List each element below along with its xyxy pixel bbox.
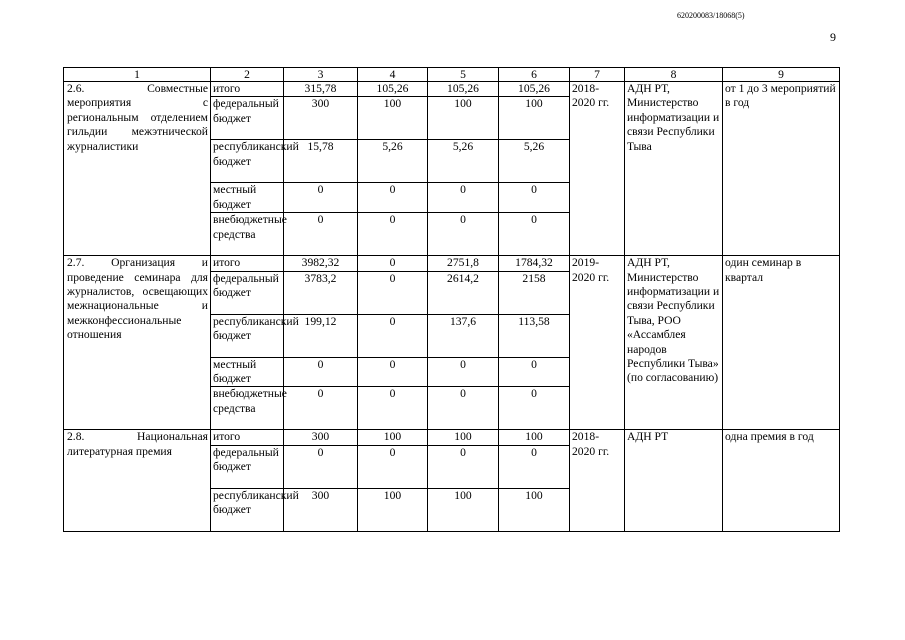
amount-2019: 100	[428, 488, 499, 531]
amount-2020: 0	[499, 183, 570, 213]
amount-2018: 100	[358, 97, 428, 140]
funding-source: федеральный бюджет	[211, 445, 284, 488]
amount-2018: 0	[358, 256, 428, 271]
header-cell: 9	[723, 68, 840, 82]
amount-2019: 0	[428, 387, 499, 430]
amount-total: 3982,32	[284, 256, 358, 271]
header-cell: 7	[570, 68, 625, 82]
header-cell: 2	[211, 68, 284, 82]
header-cell: 1	[64, 68, 211, 82]
amount-2020: 5,26	[499, 140, 570, 183]
amount-2020: 2158	[499, 271, 570, 314]
table-row	[64, 430, 840, 445]
header-row	[64, 68, 840, 82]
amount-2020: 100	[499, 430, 570, 445]
funding-source: республиканский бюджет	[211, 314, 284, 357]
page-number: 9	[830, 30, 836, 44]
period-cell: 2018-2020 гг.	[570, 82, 625, 256]
amount-2018: 0	[358, 183, 428, 213]
amount-2018: 0	[358, 314, 428, 357]
amount-2018: 0	[358, 445, 428, 488]
executor-cell: АДН РТ, Министерство информатизации и связи Республики Тыва	[625, 82, 723, 256]
funding-source: республиканский бюджет	[211, 488, 284, 531]
amount-2020: 100	[499, 97, 570, 140]
table-row	[64, 256, 840, 271]
amount-2020: 0	[499, 357, 570, 387]
funding-source: внебюджетные средства	[211, 213, 284, 256]
activity-cell: 2.7. Организация и проведение семинара для журналистов, освещающих межнациональные и межконфессиональные отношения	[64, 256, 211, 430]
table-row	[64, 82, 840, 97]
amount-2018: 0	[358, 271, 428, 314]
result-cell: от 1 до 3 мероприятий в год	[723, 82, 840, 256]
period-cell: 2019-2020 гг.	[570, 256, 625, 430]
program-table	[63, 67, 840, 532]
amount-total: 15,78	[284, 140, 358, 183]
header-cell: 6	[499, 68, 570, 82]
amount-total: 199,12	[284, 314, 358, 357]
header-cell: 8	[625, 68, 723, 82]
funding-source: республиканский бюджет	[211, 140, 284, 183]
amount-2018: 105,26	[358, 82, 428, 97]
executor-cell: АДН РТ, Министерство информатизации и связи Республики Тыва, РОО «Ассамблея народов Республики Тыва» (по согласованию)	[625, 256, 723, 430]
funding-source: местный бюджет	[211, 357, 284, 387]
amount-2019: 2614,2	[428, 271, 499, 314]
amount-2018: 0	[358, 213, 428, 256]
funding-source: внебюджетные средства	[211, 387, 284, 430]
funding-source: итого	[211, 82, 284, 97]
funding-source: федеральный бюджет	[211, 97, 284, 140]
amount-2020: 0	[499, 387, 570, 430]
amount-2019: 2751,8	[428, 256, 499, 271]
amount-2018: 0	[358, 387, 428, 430]
amount-2020: 113,58	[499, 314, 570, 357]
funding-source: местный бюджет	[211, 183, 284, 213]
amount-2018: 100	[358, 430, 428, 445]
header-cell: 4	[358, 68, 428, 82]
amount-2019: 100	[428, 430, 499, 445]
amount-2019: 137,6	[428, 314, 499, 357]
amount-total: 0	[284, 183, 358, 213]
amount-2019: 0	[428, 445, 499, 488]
amount-total: 0	[284, 213, 358, 256]
amount-total: 315,78	[284, 82, 358, 97]
amount-2019: 5,26	[428, 140, 499, 183]
amount-2018: 5,26	[358, 140, 428, 183]
document-code: 620200083/18068(5)	[677, 11, 745, 20]
amount-2020: 105,26	[499, 82, 570, 97]
amount-total: 0	[284, 387, 358, 430]
activity-cell: 2.8. Национальная литературная премия	[64, 430, 211, 531]
header-cell: 5	[428, 68, 499, 82]
amount-2020: 1784,32	[499, 256, 570, 271]
amount-2019: 0	[428, 357, 499, 387]
activity-cell: 2.6. Совместные мероприятия с региональным отделением гильдии межэтнической журналистики	[64, 82, 211, 256]
result-cell: одна премия в год	[723, 430, 840, 531]
amount-2019: 100	[428, 97, 499, 140]
amount-2018: 0	[358, 357, 428, 387]
amount-total: 300	[284, 488, 358, 531]
amount-2020: 0	[499, 213, 570, 256]
amount-2019: 0	[428, 213, 499, 256]
period-cell: 2018-2020 гг.	[570, 430, 625, 531]
amount-total: 300	[284, 430, 358, 445]
result-cell: один семинар в квартал	[723, 256, 840, 430]
amount-total: 3783,2	[284, 271, 358, 314]
header-cell: 3	[284, 68, 358, 82]
executor-cell: АДН РТ	[625, 430, 723, 531]
funding-source: федеральный бюджет	[211, 271, 284, 314]
funding-source: итого	[211, 256, 284, 271]
amount-2019: 105,26	[428, 82, 499, 97]
amount-total: 0	[284, 357, 358, 387]
amount-2020: 100	[499, 488, 570, 531]
amount-2019: 0	[428, 183, 499, 213]
amount-total: 300	[284, 97, 358, 140]
amount-2018: 100	[358, 488, 428, 531]
funding-source: итого	[211, 430, 284, 445]
amount-2020: 0	[499, 445, 570, 488]
amount-total: 0	[284, 445, 358, 488]
